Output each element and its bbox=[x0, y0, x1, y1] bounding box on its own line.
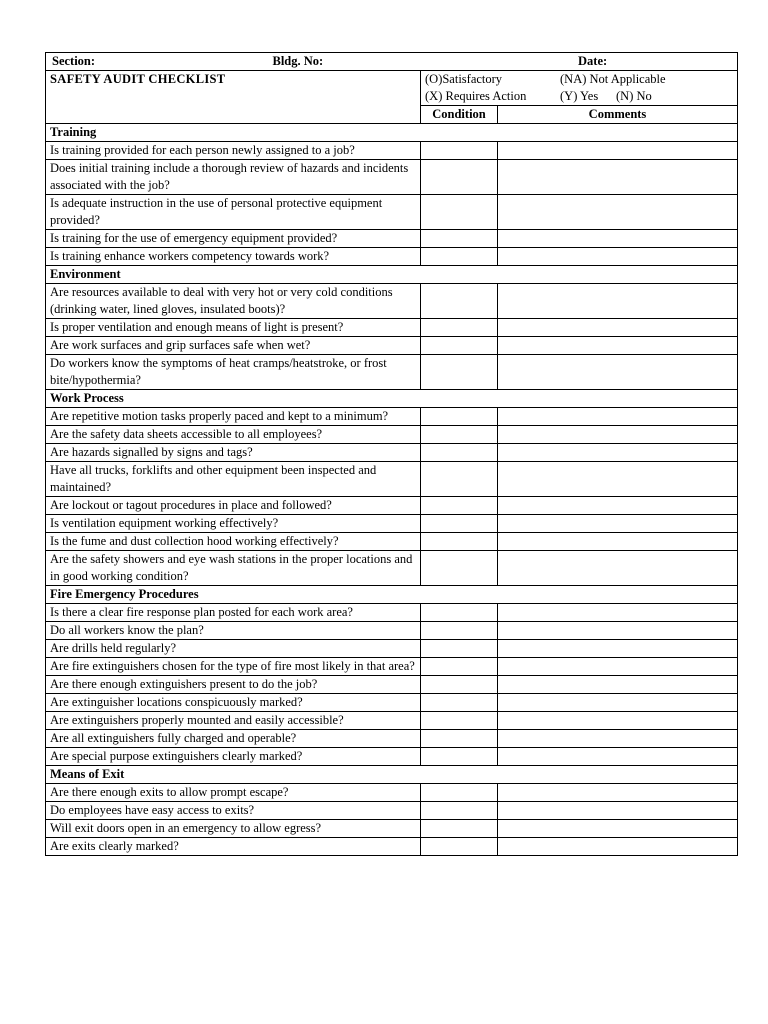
condition-cell[interactable] bbox=[421, 160, 498, 195]
question-row bbox=[46, 319, 738, 337]
question-row bbox=[46, 622, 738, 640]
question-row bbox=[46, 676, 738, 694]
category-title: Work Process bbox=[46, 390, 738, 408]
condition-cell[interactable] bbox=[421, 712, 498, 730]
comments-cell[interactable] bbox=[498, 622, 738, 640]
question-row bbox=[46, 730, 738, 748]
page-title: SAFETY AUDIT CHECKLIST bbox=[46, 71, 421, 124]
question-text: Are there enough exits to allow prompt escape? bbox=[46, 784, 421, 802]
question-row bbox=[46, 748, 738, 766]
question-row bbox=[46, 408, 738, 426]
question-row bbox=[46, 533, 738, 551]
comments-cell[interactable] bbox=[498, 694, 738, 712]
category-row bbox=[46, 766, 738, 784]
comments-cell[interactable] bbox=[498, 230, 738, 248]
question-text: Does initial training include a thorough review of hazards and incidents associated with the job? bbox=[46, 160, 421, 195]
question-row bbox=[46, 551, 738, 586]
condition-cell[interactable] bbox=[421, 319, 498, 337]
category-row bbox=[46, 586, 738, 604]
question-row bbox=[46, 230, 738, 248]
legend-yes: (Y) Yes bbox=[560, 89, 599, 103]
condition-cell[interactable] bbox=[421, 462, 498, 497]
comments-cell[interactable] bbox=[498, 784, 738, 802]
comments-cell[interactable] bbox=[498, 658, 738, 676]
question-text: Do workers know the symptoms of heat cramps/heatstroke, or frost bite/hypothermia? bbox=[46, 355, 421, 390]
question-row bbox=[46, 694, 738, 712]
question-row bbox=[46, 604, 738, 622]
condition-cell[interactable] bbox=[421, 820, 498, 838]
category-row bbox=[46, 266, 738, 284]
comments-cell[interactable] bbox=[498, 248, 738, 266]
question-row bbox=[46, 838, 738, 856]
comments-cell[interactable] bbox=[498, 676, 738, 694]
question-text: Is adequate instruction in the use of personal protective equipment provided? bbox=[46, 195, 421, 230]
question-text: Are special purpose extinguishers clearly marked? bbox=[46, 748, 421, 766]
condition-cell[interactable] bbox=[421, 604, 498, 622]
question-row bbox=[46, 160, 738, 195]
comments-cell[interactable] bbox=[498, 142, 738, 160]
question-text: Do all workers know the plan? bbox=[46, 622, 421, 640]
condition-cell[interactable] bbox=[421, 195, 498, 230]
condition-cell[interactable] bbox=[421, 676, 498, 694]
header-row bbox=[46, 53, 738, 71]
condition-cell[interactable] bbox=[421, 248, 498, 266]
condition-cell[interactable] bbox=[421, 784, 498, 802]
legend-satisfactory: (O)Satisfactory bbox=[425, 72, 503, 86]
question-row bbox=[46, 515, 738, 533]
condition-cell[interactable] bbox=[421, 533, 498, 551]
comments-cell[interactable] bbox=[498, 408, 738, 426]
question-text: Is ventilation equipment working effectively? bbox=[46, 515, 421, 533]
question-text: Is the fume and dust collection hood working effectively? bbox=[46, 533, 421, 551]
condition-cell[interactable] bbox=[421, 408, 498, 426]
category-title: Fire Emergency Procedures bbox=[46, 586, 738, 604]
question-text: Do employees have easy access to exits? bbox=[46, 802, 421, 820]
question-text: Are there enough extinguishers present to do the job? bbox=[46, 676, 421, 694]
condition-cell[interactable] bbox=[421, 748, 498, 766]
comments-cell[interactable] bbox=[498, 802, 738, 820]
question-row bbox=[46, 444, 738, 462]
question-text: Are drills held regularly? bbox=[46, 640, 421, 658]
comments-cell[interactable] bbox=[498, 820, 738, 838]
comments-cell[interactable] bbox=[498, 160, 738, 195]
question-row bbox=[46, 355, 738, 390]
question-row bbox=[46, 426, 738, 444]
condition-cell[interactable] bbox=[421, 622, 498, 640]
condition-cell[interactable] bbox=[421, 230, 498, 248]
condition-cell[interactable] bbox=[421, 640, 498, 658]
condition-cell[interactable] bbox=[421, 515, 498, 533]
condition-cell[interactable] bbox=[421, 838, 498, 856]
category-title: Environment bbox=[46, 266, 738, 284]
condition-cell[interactable] bbox=[421, 142, 498, 160]
comments-cell[interactable] bbox=[498, 195, 738, 230]
question-text: Are exits clearly marked? bbox=[46, 838, 421, 856]
comments-cell[interactable] bbox=[498, 604, 738, 622]
section-label: Section: bbox=[52, 54, 96, 68]
question-row bbox=[46, 784, 738, 802]
condition-cell[interactable] bbox=[421, 730, 498, 748]
question-text: Is training enhance workers competency towards work? bbox=[46, 248, 421, 266]
question-row bbox=[46, 640, 738, 658]
comments-cell[interactable] bbox=[498, 730, 738, 748]
question-row bbox=[46, 820, 738, 838]
question-text: Are all extinguishers fully charged and operable? bbox=[46, 730, 421, 748]
condition-cell[interactable] bbox=[421, 284, 498, 319]
comments-cell[interactable] bbox=[498, 426, 738, 444]
question-row bbox=[46, 497, 738, 515]
question-text: Are fire extinguishers chosen for the type of fire most likely in that area? bbox=[46, 658, 421, 676]
comments-cell[interactable] bbox=[498, 551, 738, 586]
condition-cell[interactable] bbox=[421, 444, 498, 462]
question-text: Are the safety data sheets accessible to all employees? bbox=[46, 426, 421, 444]
question-text: Have all trucks, forklifts and other equipment been inspected and maintained? bbox=[46, 462, 421, 497]
comments-cell[interactable] bbox=[498, 355, 738, 390]
comments-cell[interactable] bbox=[498, 462, 738, 497]
condition-cell[interactable] bbox=[421, 497, 498, 515]
question-row bbox=[46, 142, 738, 160]
question-text: Are lockout or tagout procedures in place and followed? bbox=[46, 497, 421, 515]
comments-cell[interactable] bbox=[498, 284, 738, 319]
question-row bbox=[46, 802, 738, 820]
condition-cell[interactable] bbox=[421, 551, 498, 586]
question-text: Is training provided for each person newly assigned to a job? bbox=[46, 142, 421, 160]
condition-header: Condition bbox=[421, 106, 498, 124]
comments-cell[interactable] bbox=[498, 712, 738, 730]
condition-cell[interactable] bbox=[421, 426, 498, 444]
question-row bbox=[46, 337, 738, 355]
question-text: Are repetitive motion tasks properly paced and kept to a minimum? bbox=[46, 408, 421, 426]
question-text: Are extinguisher locations conspicuously marked? bbox=[46, 694, 421, 712]
legend-not-applicable: (NA) Not Applicable bbox=[560, 72, 666, 86]
question-text: Are hazards signalled by signs and tags? bbox=[46, 444, 421, 462]
question-row bbox=[46, 462, 738, 497]
question-row bbox=[46, 658, 738, 676]
question-row bbox=[46, 284, 738, 319]
comments-cell[interactable] bbox=[498, 533, 738, 551]
question-text: Is there a clear fire response plan posted for each work area? bbox=[46, 604, 421, 622]
category-row bbox=[46, 390, 738, 408]
legend-no: (N) No bbox=[616, 89, 652, 103]
comments-cell[interactable] bbox=[498, 640, 738, 658]
checklist-table bbox=[45, 52, 738, 856]
comments-header: Comments bbox=[498, 106, 738, 124]
comments-cell[interactable] bbox=[498, 838, 738, 856]
question-text: Are extinguishers properly mounted and easily accessible? bbox=[46, 712, 421, 730]
bldg-label: Bldg. No: bbox=[272, 54, 324, 68]
legend-requires-action: (X) Requires Action bbox=[425, 89, 527, 103]
question-text: Are resources available to deal with very hot or very cold conditions (drinking water, lined gloves, insulated boots)? bbox=[46, 284, 421, 319]
date-label: Date: bbox=[578, 54, 608, 68]
comments-cell[interactable] bbox=[498, 515, 738, 533]
question-text: Are the safety showers and eye wash stations in the proper locations and in good working condition? bbox=[46, 551, 421, 586]
question-row bbox=[46, 248, 738, 266]
question-text: Is training for the use of emergency equipment provided? bbox=[46, 230, 421, 248]
category-title: Means of Exit bbox=[46, 766, 738, 784]
question-row bbox=[46, 195, 738, 230]
condition-cell[interactable] bbox=[421, 355, 498, 390]
comments-cell[interactable] bbox=[498, 748, 738, 766]
condition-cell[interactable] bbox=[421, 694, 498, 712]
condition-cell[interactable] bbox=[421, 658, 498, 676]
title-row bbox=[46, 71, 738, 106]
comments-cell[interactable] bbox=[498, 319, 738, 337]
category-row bbox=[46, 124, 738, 142]
condition-cell[interactable] bbox=[421, 337, 498, 355]
comments-cell[interactable] bbox=[498, 444, 738, 462]
question-row bbox=[46, 712, 738, 730]
question-text: Are work surfaces and grip surfaces safe when wet? bbox=[46, 337, 421, 355]
comments-cell[interactable] bbox=[498, 497, 738, 515]
question-text: Is proper ventilation and enough means of light is present? bbox=[46, 319, 421, 337]
question-text: Will exit doors open in an emergency to allow egress? bbox=[46, 820, 421, 838]
condition-cell[interactable] bbox=[421, 802, 498, 820]
legend bbox=[421, 71, 738, 106]
category-title: Training bbox=[46, 124, 738, 142]
comments-cell[interactable] bbox=[498, 337, 738, 355]
